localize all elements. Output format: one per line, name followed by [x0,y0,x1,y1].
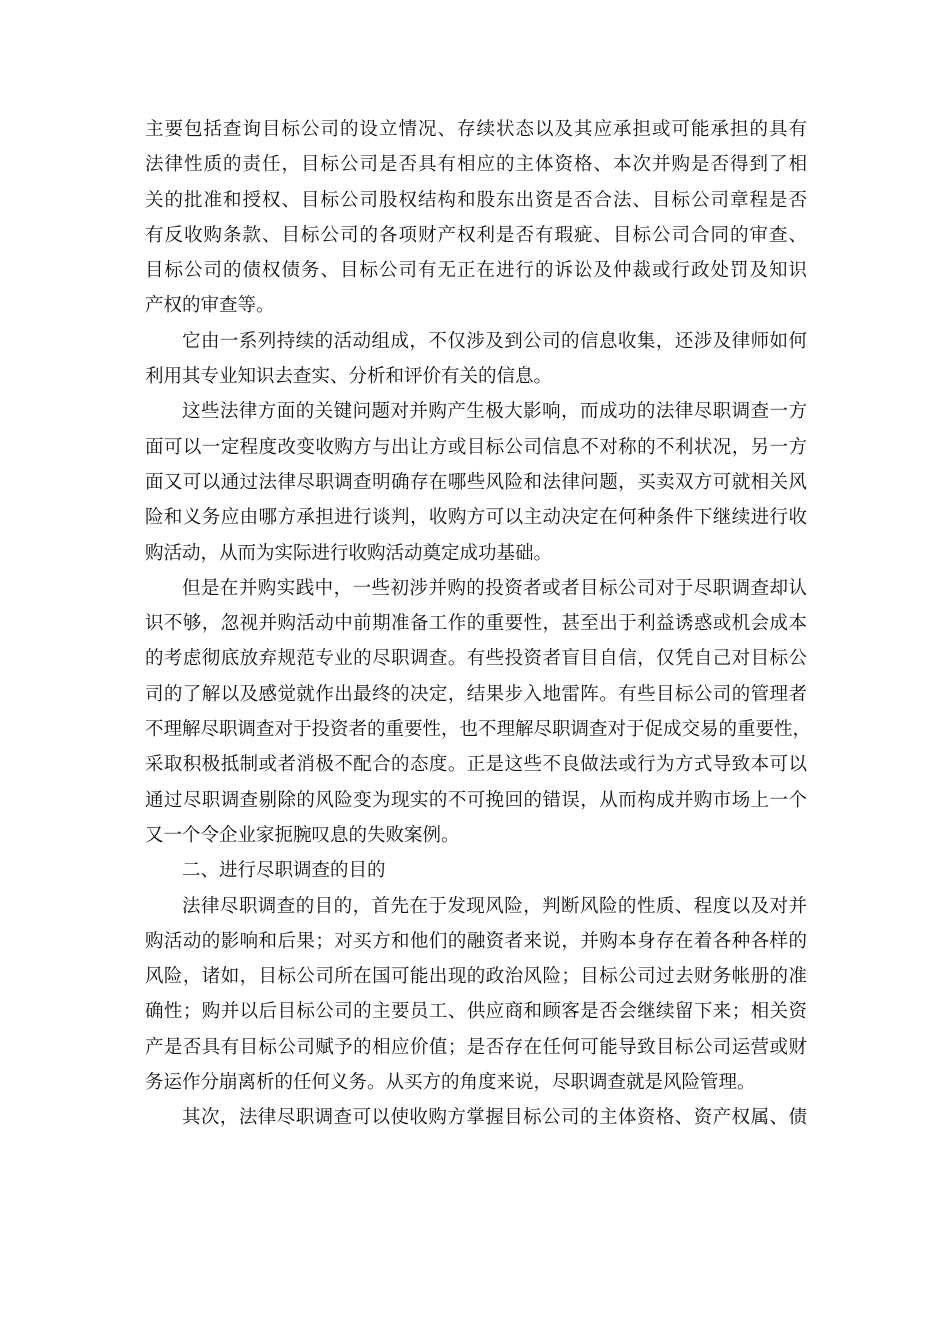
text-line: 主要包括查询目标公司的设立情况、存续状态以及其应承担或可能承担的具有 [145,119,807,140]
paragraph [145,1100,807,1135]
text-line: 产是否具有目标公司赋予的相应价值；是否存在任何可能导致目标公司运营或财 [145,1036,807,1058]
text-line: 其次，法律尽职调查可以使收购方掌握目标公司的主体资格、资产权属、债 [182,1107,807,1129]
text-line: 通过尽职调查剔除的风险变为现实的不可挽回的错误，从而构成并购市场上一个 [145,789,807,811]
text-line: 的考虑彻底放弃规范专业的尽职调查。有些投资者盲目自信，仅凭自己对目标公 [145,648,807,670]
paragraph [145,324,807,395]
text-line: 它由一系列持续的活动组成，不仅涉及到公司的信息收集，还涉及律师如何 [182,330,807,352]
document-body [145,112,812,1136]
text-line: 识不够，忽视并购活动中前期准备工作的重要性，甚至出于利益诱惑或机会成本 [145,613,807,635]
text-line: 务运作分崩离析的任何义务。从买方的角度来说，尽职调查就是风险管理。 [145,1072,756,1094]
paragraph [145,394,807,570]
text-line: 风险，诸如，目标公司所在国可能出现的政治风险；目标公司过去财务帐册的准 [145,966,807,988]
text-line: 关的批准和授权、目标公司股权结构和股东出资是否合法、目标公司章程是否 [145,189,807,211]
text-line: 法律尽职调查的目的，首先在于发现风险，判断风险的性质、程度以及对并 [182,895,807,917]
paragraph [145,853,807,888]
text-line: 不理解尽职调查对于投资者的重要性，也不理解尽职调查对于促成交易的重要性， [145,719,812,741]
text-line: 但是在并购实践中，一些初涉并购的投资者或者目标公司对于尽职调查却认 [182,577,807,599]
text-line: 险和义务应由哪方承担进行谈判，收购方可以主动决定在何种条件下继续进行收 [145,507,807,529]
text-line: 二、进行尽职调查的目的 [182,860,386,882]
paragraph [145,112,807,324]
text-line: 又一个令企业家扼腕叹息的失败案例。 [145,824,460,846]
paragraph [145,889,807,1101]
text-line: 面又可以通过法律尽职调查明确存在哪些风险和法律问题，买卖双方可就相关风 [145,471,807,493]
text-line: 购活动，从而为实际进行收购活动奠定成功基础。 [145,542,553,564]
paragraph [145,571,812,853]
text-line: 购活动的影响和后果；对买方和他们的融资者来说，并购本身存在着各种各样的 [145,930,807,952]
text-line: 法律性质的责任，目标公司是否具有相应的主体资格、本次并购是否得到了相 [145,154,807,176]
text-line: 产权的审查等。 [145,295,275,317]
text-line: 确性；购并以后目标公司的主要员工、供应商和顾客是否会继续留下来；相关资 [145,1001,807,1023]
text-line: 利用其专业知识去查实、分析和评价有关的信息。 [145,366,553,388]
text-line: 采取积极抵制或者消极不配合的态度。正是这些不良做法或行为方式导致本可以 [145,754,807,776]
text-line: 面可以一定程度改变收购方与出让方或目标公司信息不对称的不利状况，另一方 [145,436,807,458]
text-line: 这些法律方面的关键问题对并购产生极大影响，而成功的法律尽职调查一方 [182,401,807,423]
text-line: 目标公司的债权债务、目标公司有无正在进行的诉讼及仲裁或行政处罚及知识 [145,260,807,282]
text-line: 司的了解以及感觉就作出最终的决定，结果步入地雷阵。有些目标公司的管理者 [145,683,807,705]
text-line: 有反收购条款、目标公司的各项财产权利是否有瑕疵、目标公司合同的审查、 [145,224,807,246]
